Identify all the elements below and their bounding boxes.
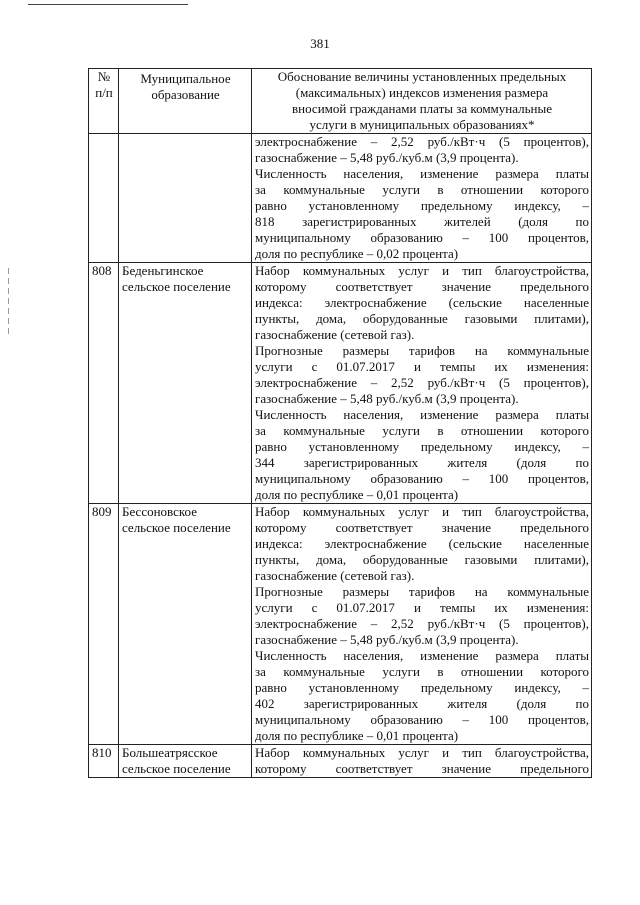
paragraph-line: за коммунальные услуги в отношении которого xyxy=(255,423,589,438)
top-rule xyxy=(28,4,188,5)
justification-paragraph xyxy=(255,584,589,648)
paragraph-line: газоснабжение (сетевой газ). xyxy=(255,568,415,583)
municipality-line xyxy=(122,150,249,166)
paragraph-line: которому соответствует значение предельного xyxy=(255,520,589,535)
municipality-cell xyxy=(119,745,252,778)
table-row xyxy=(89,504,592,745)
justification-paragraph xyxy=(255,166,589,262)
paragraph-line: доля по республике – 0,02 процента) xyxy=(255,246,459,261)
justification-paragraph xyxy=(255,504,589,584)
paragraph-line: за коммунальные услуги в отношении которого xyxy=(255,182,589,197)
row-number: 809 xyxy=(89,504,119,745)
municipality-line: Бессоновское xyxy=(122,504,197,519)
paragraph-line: за коммунальные услуги в отношении которого xyxy=(255,664,589,679)
paragraph-line: газоснабжение – 5,48 руб./куб.м (3,9 процента). xyxy=(255,150,519,165)
paragraph-line: электроснабжение – 2,52 руб./кВт·ч (5 процентов), xyxy=(255,616,589,631)
paragraph-line: газоснабжение – 5,48 руб./куб.м (3,9 процента). xyxy=(255,632,519,647)
paragraph-line: газоснабжение – 5,48 руб./куб.м (3,9 процента). xyxy=(255,391,519,406)
header-num-line: № xyxy=(97,69,111,84)
paragraph-line: Прогнозные размеры тарифов на коммунальные xyxy=(255,343,589,358)
paragraph-line: равно установленному предельному индексу, – xyxy=(255,439,589,454)
header-justification-line: (максимальных) индексов изменения размера xyxy=(295,85,549,100)
paragraph-line: муниципальному образованию – 100 процентов, xyxy=(255,471,589,486)
paragraph-line: Численность населения, изменение размера платы xyxy=(255,648,589,663)
justification-paragraph xyxy=(255,343,589,407)
municipality-cell xyxy=(119,263,252,504)
row-number: 810 xyxy=(89,745,119,778)
justification-paragraph xyxy=(255,407,589,503)
header-justification-line: услуги в муниципальных образованиях* xyxy=(309,117,535,132)
header-num-line: п/п xyxy=(95,85,113,100)
municipality-line: сельское поселение xyxy=(122,761,231,776)
paragraph-line: 402 зарегистрированных жителя (доля по xyxy=(255,696,589,711)
municipality-cell xyxy=(119,134,252,263)
margin-ticks xyxy=(7,268,11,338)
page-number: 381 xyxy=(310,36,330,51)
paragraph-line: 818 зарегистрированных жителей (доля по xyxy=(255,214,589,229)
justification-cell xyxy=(252,745,592,778)
header-municipality-line: Муниципальное xyxy=(140,71,231,86)
justification-paragraph xyxy=(255,745,589,777)
paragraph-line: индекса: электроснабжение (сельские населенные xyxy=(255,536,589,551)
paragraph-line: Численность населения, изменение размера платы xyxy=(255,166,589,181)
header-municipality xyxy=(119,69,252,134)
header-justification xyxy=(252,69,592,134)
paragraph-line: Численность населения, изменение размера платы xyxy=(255,407,589,422)
table-row xyxy=(89,263,592,504)
paragraph-line: которому соответствует значение предельного xyxy=(255,761,589,776)
paragraph-line: Набор коммунальных услуг и тип благоустройства, xyxy=(255,745,589,760)
paragraph-line: Набор коммунальных услуг и тип благоустройства, xyxy=(255,504,589,519)
paragraph-line: муниципальному образованию – 100 процентов, xyxy=(255,712,589,727)
justification-paragraph xyxy=(255,134,589,166)
paragraph-line: которому соответствует значение предельного xyxy=(255,279,589,294)
paragraph-line: услуги с 01.07.2017 и темпы их изменения: xyxy=(255,600,589,615)
paragraph-line: доля по республике – 0,01 процента) xyxy=(255,487,459,502)
paragraph-line: 344 зарегистрированных жителя (доля по xyxy=(255,455,589,470)
municipality-line: сельское поселение xyxy=(122,279,231,294)
paragraph-line: индекса: электроснабжение (сельские населенные xyxy=(255,295,589,310)
paragraph-line: доля по республике – 0,01 процента) xyxy=(255,728,459,743)
table-header-row xyxy=(89,69,592,134)
paragraph-line: муниципальному образованию – 100 процентов, xyxy=(255,230,589,245)
table-row xyxy=(89,134,592,263)
paragraph-line: равно установленному предельному индексу, – xyxy=(255,680,589,695)
paragraph-line: электроснабжение – 2,52 руб./кВт·ч (5 процентов), xyxy=(255,375,589,390)
paragraph-line: электроснабжение – 2,52 руб./кВт·ч (5 процентов), xyxy=(255,134,589,149)
justification-paragraph xyxy=(255,263,589,343)
municipality-line xyxy=(122,134,249,150)
justification-paragraph xyxy=(255,648,589,744)
paragraph-line: газоснабжение (сетевой газ). xyxy=(255,327,415,342)
header-municipality-line: образование xyxy=(151,87,220,102)
paragraph-line: Прогнозные размеры тарифов на коммунальные xyxy=(255,584,589,599)
tariff-table xyxy=(88,68,592,778)
header-num xyxy=(89,69,119,134)
row-number: 808 xyxy=(89,263,119,504)
paragraph-line: пункты, дома, оборудованные газовыми плитами), xyxy=(255,311,589,326)
table-row xyxy=(89,745,592,778)
header-justification-line: вносимой гражданами платы за коммунальные xyxy=(292,101,552,116)
justification-cell xyxy=(252,504,592,745)
municipality-line: Беденьгинское xyxy=(122,263,204,278)
justification-cell xyxy=(252,134,592,263)
header-justification-line: Обоснование величины установленных предельных xyxy=(277,69,567,84)
justification-cell xyxy=(252,263,592,504)
municipality-line: сельское поселение xyxy=(122,520,231,535)
paragraph-line: услуги с 01.07.2017 и темпы их изменения: xyxy=(255,359,589,374)
municipality-cell xyxy=(119,504,252,745)
municipality-line: Большеатрясское xyxy=(122,745,218,760)
paragraph-line: равно установленному предельному индексу, – xyxy=(255,198,589,213)
row-number xyxy=(89,134,119,263)
paragraph-line: Набор коммунальных услуг и тип благоустройства, xyxy=(255,263,589,278)
paragraph-line: пункты, дома, оборудованные газовыми плитами), xyxy=(255,552,589,567)
